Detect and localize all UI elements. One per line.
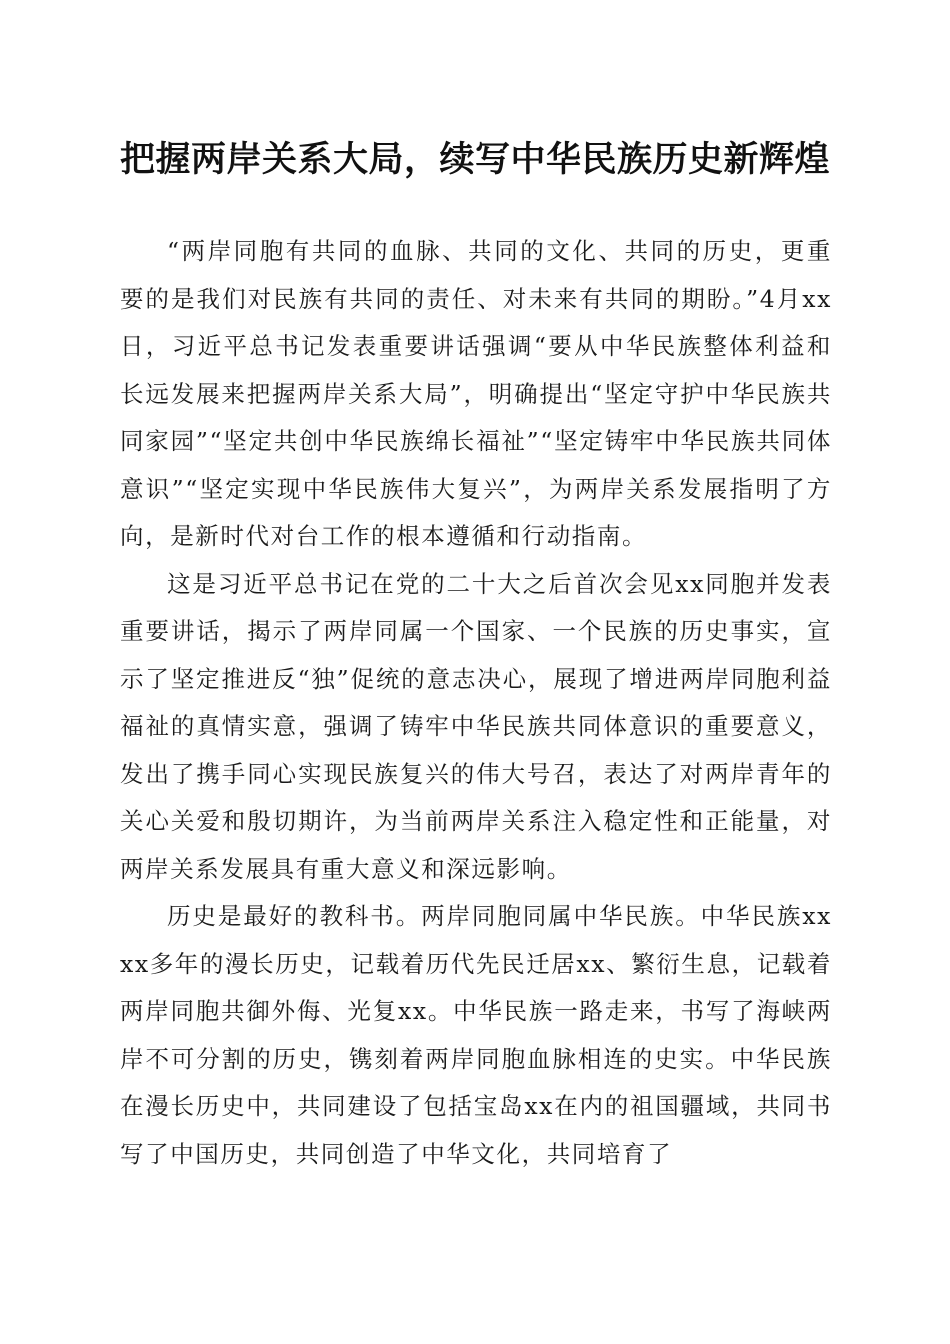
- document-title: 把握两岸关系大局，续写中华民族历史新辉煌: [119, 139, 830, 180]
- paragraph: “两岸同胞有共同的血脉、共同的文化、共同的历史，更重要的是我们对民族有共同的责任、对未来有共同的期盼。”4月xx日，习近平总书记发表重要讲话强调“要从中华民族整体利益和长远发展来把握两岸关系大局”，明确提出“坚定守护中华民族共同家园”“坚定共创中华民族绵长福祉”“坚定铸牢中华民族共同体意识”“坚定实现中华民族伟大复兴”，为两岸关系发展指明了方向，是新时代对台工作的根本遵循和行动指南。: [120, 237, 832, 550]
- paragraph: 这是习近平总书记在党的二十大之后首次会见xx同胞并发表重要讲话，揭示了两岸同属一个国家、一个民族的历史事实，宣示了坚定推进反“独”促统的意志决心，展现了增进两岸同胞利益福祉的真情实意，强调了铸牢中华民族共同体意识的重要意义，发出了携手同心实现民族复兴的伟大号召，表达了对两岸青年的关心关爱和殷切期许，为当前两岸关系注入稳定性和正能量，对两岸关系发展具有重大意义和深远影响。: [120, 569, 832, 883]
- document-body: [120, 228, 832, 1178]
- paragraph: 历史是最好的教科书。两岸同胞同属中华民族。中华民族xxxx多年的漫长历史，记载着历代先民迁居xx、繁衍生息，记载着两岸同胞共御外侮、光复xx。中华民族一路走来，书写了海峡两岸不可分割的历史，镌刻着两岸同胞血脉相连的史实。中华民族在漫长历史中，共同建设了包括宝岛xx在内的祖国疆域，共同书写了中国历史，共同创造了中华文化，共同培育了: [120, 902, 833, 1168]
